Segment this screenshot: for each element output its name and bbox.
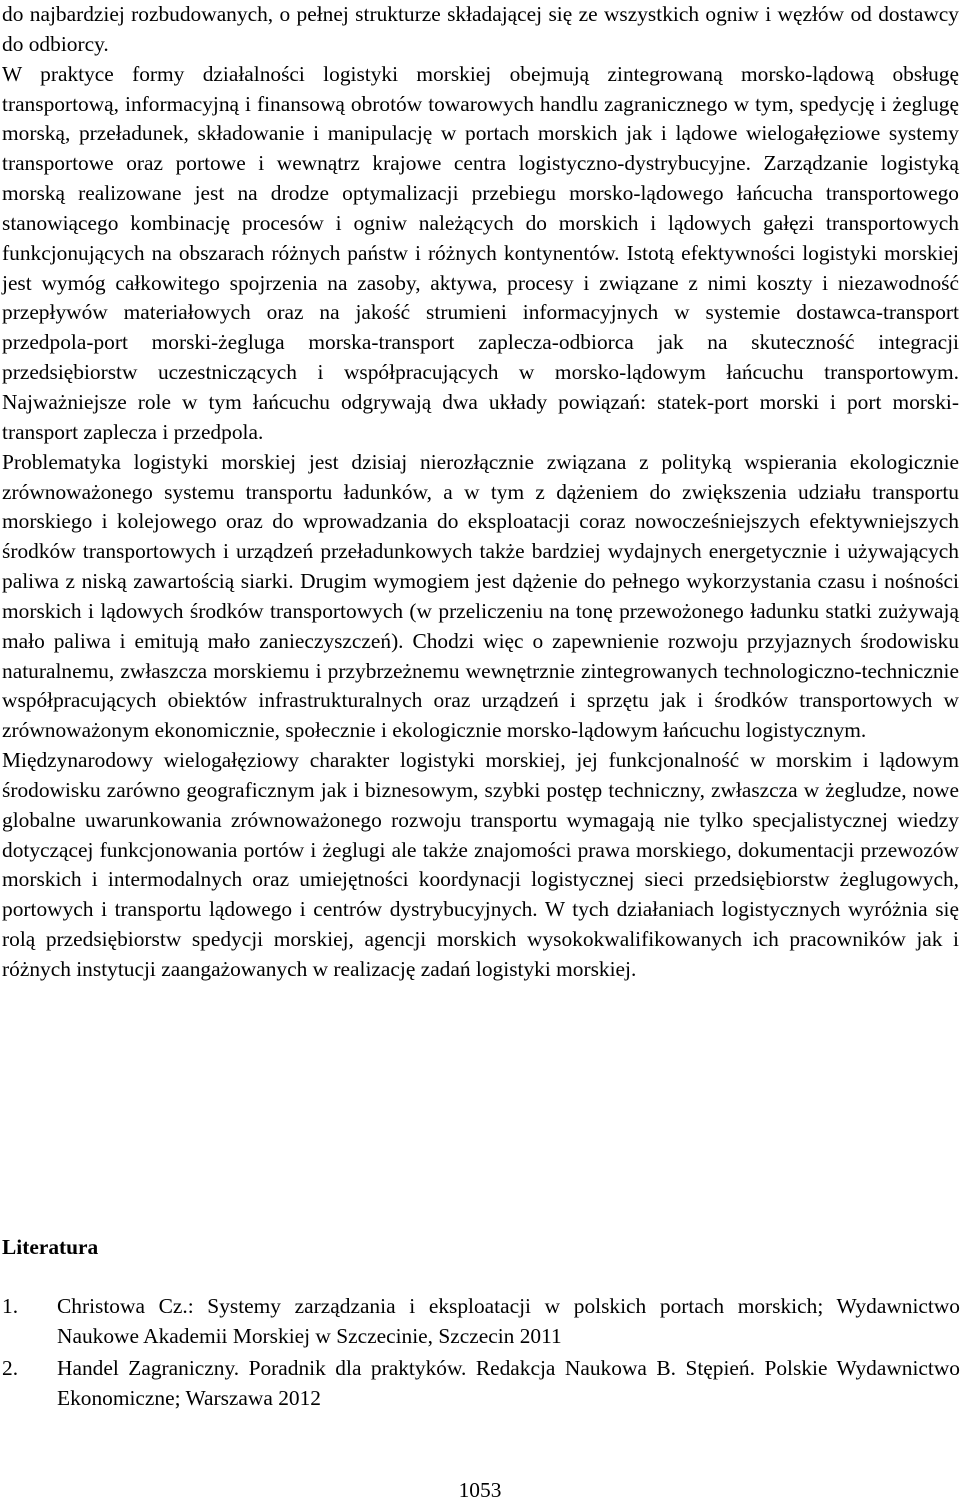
references-heading: Literatura: [2, 1235, 99, 1259]
reference-number: 1.: [2, 1294, 19, 1318]
references-list: [0, 1292, 960, 1415]
reference-number: 2.: [2, 1355, 19, 1380]
reference-text: Christowa Cz.: Systemy zarządzania i eksploatacji w polskich portach morskich; Wydawnictwo Naukowe Akademii Morskiej w Szczecinie, Szczecin 2011: [57, 1294, 960, 1348]
reference-item: [0, 1354, 960, 1414]
paragraph: Problematyka logistyki morskiej jest dzisiaj nierozłącznie związana z polityką wspierania ekologicznie zrównoważonego systemu transportu ładunków, a w tym z dążeniem do zwiększenia udziału transportu morskiego i kolejowego oraz do wprowadzania do eksploatacji coraz nowocześniejszych efektywniejszych środków transportowych i urządzeń przeładunkowych także bardziej wydajnych energetycznie i używających paliwa z niską zawartością siarki. Drugim wymogiem jest dążenie do pełnego wykorzystania czasu i nośności morskich i lądowych środków transportowych (w przeliczeniu na tonę przewożonego ładunku statki zużywają mało paliwa i emitują mało zanieczyszczeń). Chodzi więc o zapewnienie rozwoju przyjaznych środowisku naturalnemu, zwłaszcza morskiemu i przybrzeżnemu wewnętrznie zintegrowanych technologiczno-technicznie współpracujących obiektów infrastrukturalnych oraz urządzeń i sprzętu jak i środków transportowych w zrównoważonym ekonomicznie, społecznie i ekologicznie morsko-lądowym łańcuchu logistycznym.: [2, 449, 959, 743]
page-number: 1053: [458, 1478, 502, 1502]
body-text: [2, 0, 959, 985]
reference-item: [0, 1292, 960, 1352]
paragraph: Międzynarodowy wielogałęziowy charakter logistyki morskiej, jej funkcjonalność w morskim i lądowym środowisku zarówno geograficznym jak i biznesowym, szybki postęp techniczny, zwłaszcza w żegludze, nowe globalne uwarunkowania zrównoważonego rozwoju transportu wymagają nie tylko specjalistycznej wiedzy dotyczącej funkcjonowania portów i żeglugi ale także znajomości prawa morskiego, dokumentacji przewozów morskich i intermodalnych oraz umiejętności koordynacji logistycznej sieci przedsiębiorstw żeglugowych, portowych i transportu lądowego i centrów dystrybucyjnych. W tych działaniach logistycznych wyróżnia się rolą przedsiębiorstw spedycji morskiej, agencji morskich wysokokwalifikowanych ich pracowników jak i różnych instytucji zaangażowanych w realizację zadań logistyki morskiej.: [2, 748, 959, 981]
paragraph: do najbardziej rozbudowanych, o pełnej strukturze składającej się ze wszystkich ogniw i węzłów od dostawcy do odbiorcy.: [2, 2, 959, 56]
reference-text: Handel Zagraniczny. Poradnik dla praktyków. Redakcja Naukowa B. Stępień. Polskie Wydawnictwo Ekonomiczne; Warszawa 2012: [57, 1355, 960, 1410]
paragraph: W praktyce formy działalności logistyki morskiej obejmują zintegrowaną morsko-lądową obsługę transportową, informacyjną i finansową obrotów towarowych handlu zagranicznego w tym, spedycję i żeglugę morską, przeładunek, składowanie i manipulację w portach morskich jak i lądowe wielogałęziowe systemy transportowe oraz portowe i wewnątrz krajowe centra logistyczno-dystrybucyjne. Zarządzanie logistyką morską realizowane jest na drodze optymalizacji przebiegu morsko-lądowego łańcucha transportowego stanowiącego kombinację procesów i ogniw należących do morskich i lądowych gałęzi transportowych funkcjonujących na obszarach różnych państw i różnych kontynentów. Istotą efektywności logistyki morskiej jest wymóg całkowitego spojrzenia na zasoby, aktywa, procesy i związane z nimi koszty i niezawodność przepływów materiałowych oraz na jakość strumieni informacyjnych w systemie dostawca-transport przedpola-port morski-żegluga morska-transport zaplecza-odbiorca jak na skuteczność integracji przedsiębiorstw uczestniczących i współpracujących w morsko-lądowym łańcuchu transportowym. Najważniejsze role w tym łańcuchu odgrywają dwa układy powiązań: statek-port morski i port morski-transport zaplecza i przedpola.: [2, 61, 959, 444]
